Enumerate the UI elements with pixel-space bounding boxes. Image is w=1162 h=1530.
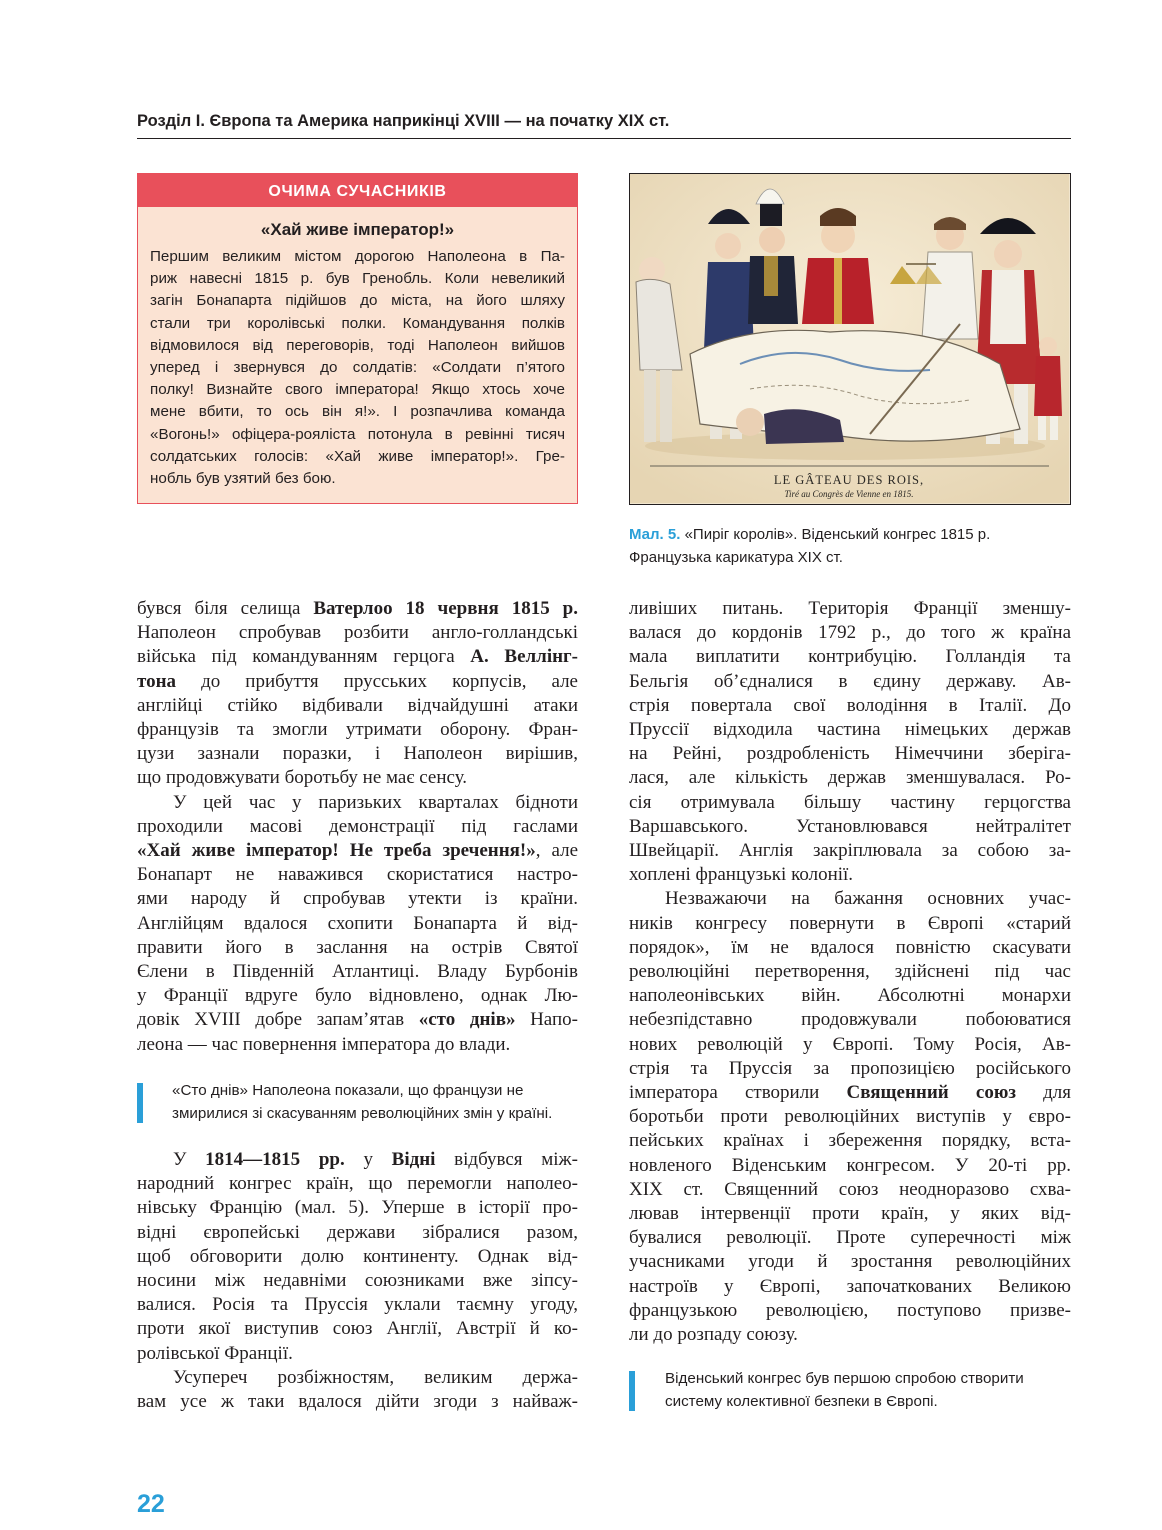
text-line: французів та змогли утримати оборону. Фран- [137,719,578,741]
caption-text-1: «Пиріг королів». Віденський конгрес 1815 р. [680,526,991,543]
eyewitness-box-title: «Хай живе імператор!» [260,220,455,239]
text-line: сія отримувала більшу частину герцогства [629,791,1071,813]
text-line: англійці стійко відбивали відчайдушні атаки [137,694,578,716]
text-line: мала виплатити контрибуцію. Голландія та [629,646,1071,668]
text-line: проходили масові демонстрації під гаслами [137,815,578,837]
text-line: ролівської Франції. [137,1342,293,1364]
text-line: леона — час повернення імператора до влади. [137,1033,511,1055]
text-line: правити його в заслання на острів Святої [137,936,578,958]
text-line: стрія повертала свої володіння в Італії. До [629,694,1071,716]
figure-number: Мал. 5. [629,526,681,543]
text-line: XIX ст. Священний союз неодноразово схва- [629,1178,1071,1200]
text-line: ників конгресу повернути в Європі «старий [629,912,1071,934]
text-line: порядок», їм не вдалося повністю скасувати [629,936,1071,958]
text-line: ли до розпаду союзу. [629,1324,798,1346]
margin-note-1 [137,1080,578,1128]
text-line: «Хай живе імператор! Не треба зречення!», але [137,840,578,862]
text-line: Швейцарії. Англія закріплювала за собою за- [629,840,1071,862]
text-line: валася до кордонів 1792 р., до того ж країна [629,622,1071,644]
text-line: новленого Віденським конгресом. У 20-ті рр. [629,1154,1071,1176]
box-line: відмовилося від переговорів, тоді Наполеон вийшов [150,336,565,354]
eyewitness-box-body [150,246,565,490]
text-line: нових революцій у Європі. Тому Росія, Ав- [629,1033,1071,1055]
box-line: «Вогонь!» офіцера-рояліста потонула в ревінні тисяч [150,425,565,443]
note-bar [629,1371,635,1411]
text-line: народний конгрес країн, що перемогли наполео- [137,1173,578,1195]
caricature-drawing [630,174,1069,503]
running-header [137,112,1071,139]
text-line: проти якої виступив союз Англії, Австрії й ко- [137,1318,578,1340]
text-line: Пруссії відходила частина німецьких держав [629,719,1071,741]
text-line: Бельгія об’єдналися в єдину державу. Ав- [629,670,1071,692]
eyewitness-box-heading: ОЧИМА СУЧАСНИКІВ [138,174,577,207]
text-line: вам усе ж таки вдалося дійти згоди з найваж- [137,1391,578,1413]
text-line: на Рейні, роздробленість Німеччини зберіга- [629,743,1071,765]
left-column-text-2 [137,1148,578,1414]
text-line: що продовжувати боротьбу не має сенсу. [137,767,468,789]
right-column-text [629,597,1071,1347]
box-line: Першим великим містом дорогою Наполеона в Па- [150,248,565,265]
box-line: мене вбити, то ось він я!». І розпачлива команда [150,403,565,421]
text-line: Англійцям вдалося схопити Бонапарта й від- [137,912,578,934]
caption-text-2: Французька карикатура XIX ст. [629,548,843,566]
caricature-subinscription: Tiré au Congrès de Vienne en 1815. [784,489,914,499]
box-line: солдатських голосів: «Хай живе імператор!». Гре- [150,447,565,465]
text-line: французькою революцією, поступово призве- [629,1299,1071,1321]
text-line: Єлени в Південній Атлантиці. Владу Бурбонів [137,961,578,983]
text-line: небезпідставно продовжували побоюватися [629,1009,1071,1031]
note-line: Віденський конгрес був першою спробою створити [665,1370,1024,1387]
box-line: стали три королівські полки. Командування полків [150,314,565,332]
eyewitness-box [137,173,578,504]
left-column-text-1 [137,597,578,1057]
box-line: нобль був узятий без бою. [150,470,336,488]
note-line: «Сто днів» Наполеона показали, що французи не [172,1082,524,1099]
text-line: відні європейські держави зібралися разом, [137,1221,578,1243]
text-line: боротьби проти революційних виступів у євро- [629,1106,1071,1128]
box-line: полку! Визнайте свого імператора! Якщо хтось хоче [150,381,565,399]
text-line: лася, але кількість держав зменшувалася. Ро- [629,767,1071,789]
text-line: стрія та Пруссія за пропозицією російського [629,1057,1071,1079]
margin-note-2 [629,1368,1071,1416]
text-line: У цей час у паризьких кварталах бідноти [173,791,578,813]
text-line: Бонапарт не наважився скористатися настро- [137,864,578,886]
figure-caption [629,524,1071,569]
text-line: щоб обговорити долю континенту. Однак від- [137,1245,578,1267]
header-title: Розділ І. Європа та Америка наприкінці XVIII — на початку XIX ст. [137,112,670,130]
text-line: учасниками угоди й зростання революційних [629,1251,1071,1273]
text-line: У 1814—1815 рр. у Відні відбувся між- [173,1149,579,1170]
text-line: бувся біля селища Ватерлоо 18 червня 1815 р. [137,598,578,619]
note-bar [137,1083,143,1123]
text-line: хоплені французькі колонії. [629,864,854,886]
caricature-illustration [629,173,1071,505]
text-line: у Франції вдруге було відновлено, однак Лю- [137,985,578,1007]
text-line: імператора створили Священний союз для [629,1082,1071,1104]
box-line: уперед і звернувся до солдатів: «Солдати п’ятого [150,359,565,377]
text-line: довік XVIII добре запам’ятав «сто днів» Напо- [137,1009,578,1031]
text-line: цузи зазнали поразки, і Наполеон вирішив, [137,743,578,765]
box-line: загін Бонапарта підійшов до міста, на його шляху [150,292,565,310]
note-line: систему колективної безпеки в Європі. [665,1392,938,1410]
text-line: бувалися революції. Проте суперечності між [629,1227,1071,1249]
text-line: ливіших питань. Територія Франції зменшу- [629,598,1071,619]
text-line: наполеонівських війн. Абсолютні монархи [629,985,1071,1007]
text-line: лював інтервенції проти країн, у яких від- [629,1203,1071,1225]
text-line: нівську Францію (мал. 5). Уперше в історії про- [137,1197,578,1219]
box-line: риж навесні 1815 р. був Гренобль. Коли невеликий [150,270,565,288]
text-line: ями народу й спробував утекти із країни. [137,888,578,910]
caricature-inscription: LE GÂTEAU DES ROIS, [773,473,925,487]
page-number: 22 [137,1490,165,1518]
text-line: Наполеон спробував розбити англо-голландські [137,622,578,644]
text-line: Усупереч розбіжностям, великим держа- [173,1366,578,1388]
text-line: Незважаючи на бажання основних учас- [665,888,1071,910]
text-line: війська під командуванням герцога А. Веллінг- [137,646,579,668]
text-line: валися. Росія та Пруссія уклали таємну угоду, [137,1294,578,1316]
text-line: настроїв у Європі, започаткованих Великою [629,1275,1071,1297]
text-line: Варшавського. Установлювався нейтралітет [629,815,1071,837]
text-line: пейських країнах і збереження порядку, вста- [629,1130,1071,1152]
text-line: носини між недавніми союзниками вже зіпсу- [137,1270,578,1292]
note-line: змирилися зі скасуванням революційних змін у країні. [172,1104,553,1122]
text-line: революційні перетворення, здійснені під час [629,961,1071,983]
text-line: тона до прибуття прусських корпусів, але [137,670,578,692]
